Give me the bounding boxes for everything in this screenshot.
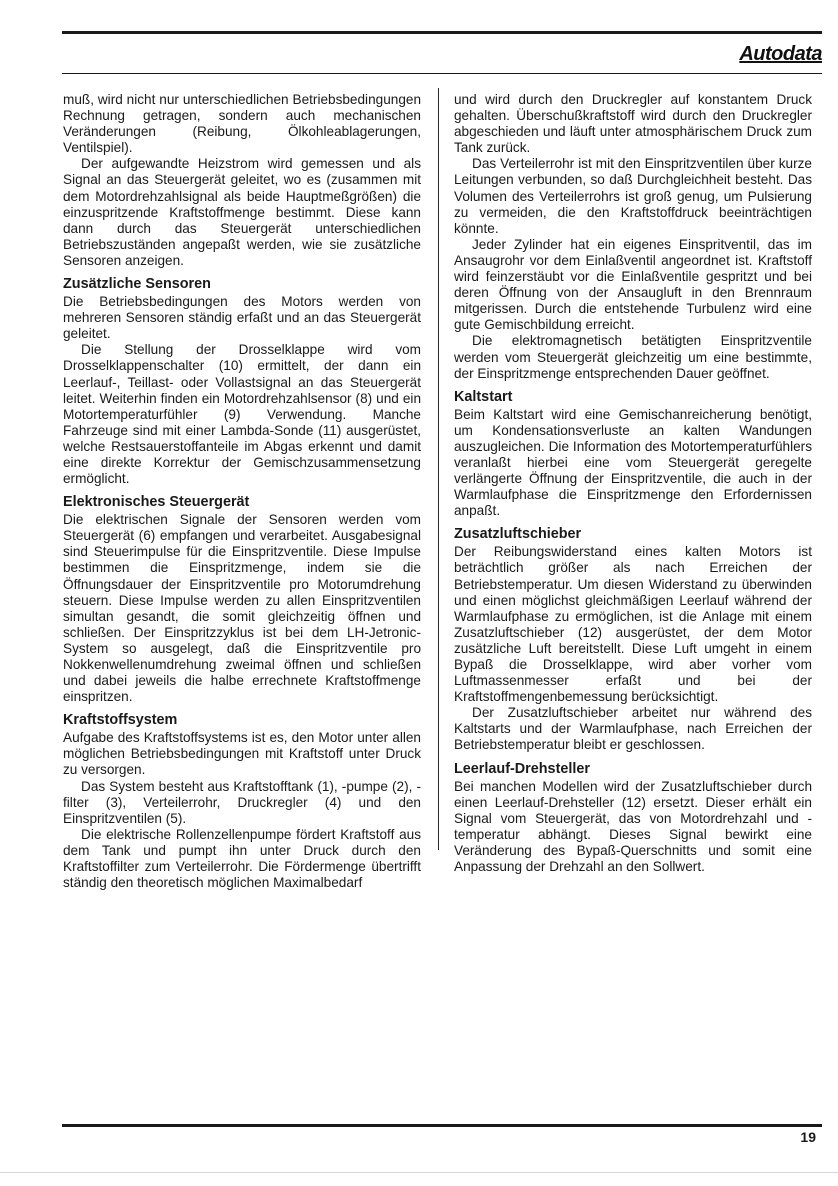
paragraph: Bei manchen Modellen wird der Zusatzluftschieber durch einen Leerlauf-Drehsteller (12) ersetzt. Dieser erhält ein Signal vom Steuergerät, das von Motordrehzahl und -temperatur abhängt. Dieses Signal bewirkt eine Veränderung des Bypaß-Querschnitts und somit eine Anpassung der Drehzahl an den Sollwert. <box>454 778 812 875</box>
right-column <box>454 92 812 875</box>
paragraph: Der aufgewandte Heizstrom wird gemessen und als Signal an das Steuergerät geleitet, wo es (zusammen mit dem Motordrehzahlsignal als beide Hauptmeßgrößen) die einzuspritzende Kraftstoffmenge bestimmt. Diese kann dann durch das Steuergerät unterschiedlichen Betriebszuständen angepaßt werden, wie sie zusätzliche Sensoren anzeigen. <box>63 156 421 268</box>
section-heading-kraftstoffsystem: Kraftstoffsystem <box>63 712 178 729</box>
header-rule-top <box>62 31 822 34</box>
paragraph: Der Zusatzluftschieber arbeitet nur während des Kaltstarts und der Warmlaufphase, nach Erreichen der Betriebstemperatur bleibt er geschlossen. <box>454 705 812 753</box>
paragraph: Die elektrische Rollenzellenpumpe fördert Kraftstoff aus dem Tank und pumpt ihn unter Druck durch den Kraftstoffilter zum Verteilerrohr. Die Fördermenge übertrifft ständig den theoretisch möglichen Maximalbedarf <box>63 826 421 891</box>
paragraph: Die elektrischen Signale der Sensoren werden vom Steuergerät (6) empfangen und verarbeitet. Ausgabesignal sind Steuerimpulse für die Einspritzventile. Diese Impulse bestimmen die Einspritzmenge, indem sie die Öffnungsdauer der Einspritzventile pro Motorumdrehung steuern. Diese Impulse werden zu allen Einspritzventilen simultan gesandt, die somit gleichzeitig öffnen und schließen. Der Einspritzzyklus ist bei dem LH-Jetronic-System so ausgelegt, daß die Einspritzventile pro Nokkenwellenumdrehung zweimal öffnen und schließen und dabei jeweils die halbe errechnete Kraftstoffmenge einspritzen. <box>63 512 421 705</box>
paragraph: Das System besteht aus Kraftstofftank (1), -pumpe (2), -filter (3), Verteilerrohr, Druckregler (4) und den Einspritzventilen (5). <box>63 778 421 826</box>
column-separator <box>438 88 439 850</box>
paragraph: und wird durch den Druckregler auf konstantem Druck gehalten. Überschußkraftstoff wird durch den Druckregler abgeschieden und läuft unter atmosphärischem Druck zum Tank zurück. <box>454 92 812 156</box>
paragraph: Jeder Zylinder hat ein eigenes Einspritventil, das im Ansaugrohr vor dem Einlaßventil angeordnet ist. Kraftstoff wird feinzerstäubt vor die Einlaßventile gespritzt und bei deren Öffnung von der Ansaugluft in den Brennraum mitgerissen. Durch die entstehende Turbulenz wird eine gute Gemischbildung erreicht. <box>454 236 812 333</box>
paragraph: Aufgabe des Kraftstoffsystems ist es, den Motor unter allen möglichen Betriebsbedingungen mit Kraftstoff unter Druck zu versorgen. <box>63 730 421 778</box>
paragraph: Der Reibungswiderstand eines kalten Motors ist beträchtlich größer als nach Erreichen der Betriebstemperatur. Um diesen Widerstand zu überwinden und einen möglichst gleichmäßigen Leerlauf während der Warmlaufphase zu ermöglichen, ist die Anlage mit einem Zusatzluftschieber (12) ausgerüstet, der dem Motor zusätzliche Luft bereitstellt. Diese Luft umgeht in einem Bypaß die Drosselklappe, wird aber vorher vom Luftmassenmesser erfaßt und bei der Kraftstoffmengenbemessung berücksichtigt. <box>454 544 812 705</box>
section-heading-sensoren: Zusätzliche Sensoren <box>63 276 211 293</box>
header-rule <box>62 73 822 74</box>
paragraph: muß, wird nicht nur unterschiedlichen Betriebsbedingungen Rechnung getragen, sondern auch mechanischen Veränderungen (Reibung, Ölkohleablagerungen, Ventilspiel). <box>63 92 421 156</box>
logo-text: Autodata <box>739 43 822 65</box>
paragraph: Das Verteilerrohr ist mit den Einspritzventilen über kurze Leitungen verbunden, so daß Durchgleichheit besteht. Das Volumen des Verteilerrohrs ist groß genug, um Pulsierung zu vermeiden, die den Kraftstoffdruck beeinträchtigen könnte. <box>454 156 812 236</box>
paragraph: Die elektromagnetisch betätigten Einspritzventile werden vom Steuergerät gleichzeitig um eine bestimmte, der Einspritzmenge entsprechenden Dauer geöffnet. <box>454 333 812 381</box>
footer-rule <box>62 1124 822 1127</box>
paragraph: Beim Kaltstart wird eine Gemischanreicherung benötigt, um Kondensationsverluste an kalten Wandungen auszugleichen. Die Information des Motortemperaturfühlers veranlaßt hierbei eine vom Steuergerät geregelte verlängerte Öffnung der Einspritzventile, die auch in der Warmlaufphase die Einspritzmenge den Erfordernissen anpaßt. <box>454 406 812 519</box>
section-heading-kaltstart: Kaltstart <box>454 388 513 405</box>
page-number: 19 <box>800 1129 816 1145</box>
autodata-logo <box>739 43 822 66</box>
section-heading-leerlauf-drehsteller: Leerlauf-Drehsteller <box>454 760 590 777</box>
section-heading-steuergeraet: Elektronisches Steuergerät <box>63 494 250 511</box>
page-edge-line <box>0 1172 838 1173</box>
paragraph: Die Betriebsbedingungen des Motors werden von mehreren Sensoren ständig erfaßt und an das Steuergerät geleitet. <box>63 294 421 342</box>
paragraph: Die Stellung der Drosselklappe wird vom Drosselklappenschalter (10) ermittelt, der dann ein Leerlauf-, Teillast- oder Vollastsignal an das Steuergerät leitet. Weiterhin finden ein Motordrehzahlsensor (8) und ein Motortemperaturfühler (9) Verwendung. Manche Fahrzeuge sind mit einer Lambda-Sonde (11) ausgerüstet, welche Restsauerstoffanteile im Abgas erkennt und damit eine direkte Korrektur der Gemischzusammensetzung ermöglicht. <box>63 342 421 487</box>
section-heading-zusatzluftschieber: Zusatzluftschieber <box>454 526 582 543</box>
left-column <box>63 92 421 891</box>
